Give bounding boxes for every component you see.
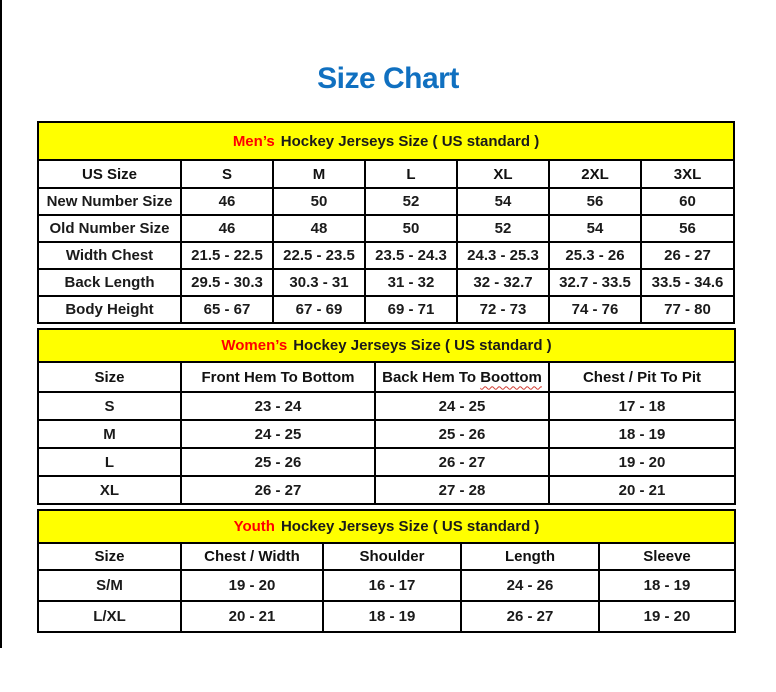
row-label: M — [38, 420, 181, 448]
table-row — [38, 269, 734, 296]
value-cell: 25 - 26 — [181, 448, 375, 476]
section-band — [38, 122, 734, 160]
value-cell: 46 — [181, 215, 273, 242]
table-row — [38, 601, 735, 632]
value-cell: 65 - 67 — [181, 296, 273, 323]
value-cell: 16 - 17 — [323, 570, 461, 601]
value-cell: 29.5 - 30.3 — [181, 269, 273, 296]
row-label: S — [38, 392, 181, 420]
table-row — [38, 570, 735, 601]
row-label: XL — [38, 476, 181, 504]
left-edge-line — [0, 0, 2, 648]
value-cell: 32.7 - 33.5 — [549, 269, 641, 296]
row-label: L/XL — [38, 601, 181, 632]
mens-table — [37, 121, 735, 324]
header-cell: Size — [38, 362, 181, 392]
band-highlight: Women’s — [221, 337, 288, 354]
value-cell: 48 — [273, 215, 365, 242]
value-cell: 26 - 27 — [375, 448, 549, 476]
value-cell: 24.3 - 25.3 — [457, 242, 549, 269]
band-text: Hockey Jerseys Size ( US standard ) — [293, 337, 552, 354]
size-tables — [37, 121, 736, 637]
value-cell: 19 - 20 — [549, 448, 735, 476]
section-band — [38, 329, 735, 362]
value-cell: 24 - 25 — [375, 392, 549, 420]
value-cell: 77 - 80 — [641, 296, 734, 323]
row-label: New Number Size — [38, 188, 181, 215]
value-cell: 19 - 20 — [599, 601, 735, 632]
header-cell: Size — [38, 543, 181, 570]
misspelled-word: Boottom — [480, 368, 542, 386]
header-cell: Front Hem To Bottom — [181, 362, 375, 392]
header-cell: M — [273, 160, 365, 188]
value-cell: 24 - 26 — [461, 570, 599, 601]
page-title: Size Chart — [317, 62, 459, 95]
row-label: Back Length — [38, 269, 181, 296]
header-cell: XL — [457, 160, 549, 188]
value-cell: 20 - 21 — [549, 476, 735, 504]
band-text: Hockey Jerseys Size ( US standard ) — [280, 518, 540, 535]
band-text: Hockey Jerseys Size ( US standard ) — [280, 132, 540, 150]
header-cell: Sleeve — [599, 543, 735, 570]
header-cell: Chest / Pit To Pit — [549, 362, 735, 392]
value-cell: 27 - 28 — [375, 476, 549, 504]
header-cell: US Size — [38, 160, 181, 188]
value-cell: 25 - 26 — [375, 420, 549, 448]
value-cell: 26 - 27 — [461, 601, 599, 632]
header-cell: 3XL — [641, 160, 734, 188]
value-cell: 56 — [641, 215, 734, 242]
band-highlight: Youth — [233, 518, 275, 535]
header-cell: Shoulder — [323, 543, 461, 570]
table-row — [38, 392, 735, 420]
womens-size-table — [37, 328, 736, 505]
value-cell: 50 — [273, 188, 365, 215]
value-cell: 17 - 18 — [549, 392, 735, 420]
table-row — [38, 420, 735, 448]
value-cell: 46 — [181, 188, 273, 215]
value-cell: 33.5 - 34.6 — [641, 269, 734, 296]
value-cell: 20 - 21 — [181, 601, 323, 632]
header-cell: Chest / Width — [181, 543, 323, 570]
womens-table — [37, 328, 736, 505]
value-cell: 21.5 - 22.5 — [181, 242, 273, 269]
header-cell: Length — [461, 543, 599, 570]
table-row — [38, 296, 734, 323]
mens-size-table — [37, 121, 736, 324]
header-cell: 2XL — [549, 160, 641, 188]
value-cell: 67 - 69 — [273, 296, 365, 323]
value-cell: 24 - 25 — [181, 420, 375, 448]
value-cell: 69 - 71 — [365, 296, 457, 323]
table-row — [38, 448, 735, 476]
value-cell: 23 - 24 — [181, 392, 375, 420]
table-row — [38, 215, 734, 242]
value-cell: 31 - 32 — [365, 269, 457, 296]
band-highlight: Men’s — [232, 132, 275, 150]
row-label: L — [38, 448, 181, 476]
header-cell — [375, 362, 549, 392]
header-cell: L — [365, 160, 457, 188]
value-cell: 52 — [457, 215, 549, 242]
header-text: Back Hem To — [382, 368, 481, 386]
value-cell: 18 - 19 — [599, 570, 735, 601]
row-label: Width Chest — [38, 242, 181, 269]
table-row — [38, 476, 735, 504]
row-label: S/M — [38, 570, 181, 601]
value-cell: 23.5 - 24.3 — [365, 242, 457, 269]
value-cell: 30.3 - 31 — [273, 269, 365, 296]
value-cell: 60 — [641, 188, 734, 215]
value-cell: 25.3 - 26 — [549, 242, 641, 269]
value-cell: 18 - 19 — [323, 601, 461, 632]
youth-table — [37, 509, 736, 633]
value-cell: 50 — [365, 215, 457, 242]
value-cell: 32 - 32.7 — [457, 269, 549, 296]
value-cell: 18 - 19 — [549, 420, 735, 448]
value-cell: 56 — [549, 188, 641, 215]
value-cell: 52 — [365, 188, 457, 215]
value-cell: 26 - 27 — [641, 242, 734, 269]
value-cell: 72 - 73 — [457, 296, 549, 323]
section-band — [38, 510, 735, 543]
row-label: Old Number Size — [38, 215, 181, 242]
value-cell: 26 - 27 — [181, 476, 375, 504]
table-row — [38, 242, 734, 269]
value-cell: 54 — [457, 188, 549, 215]
value-cell: 22.5 - 23.5 — [273, 242, 365, 269]
value-cell: 54 — [549, 215, 641, 242]
table-row — [38, 188, 734, 215]
youth-size-table — [37, 509, 736, 633]
value-cell: 19 - 20 — [181, 570, 323, 601]
header-cell: S — [181, 160, 273, 188]
value-cell: 74 - 76 — [549, 296, 641, 323]
row-label: Body Height — [38, 296, 181, 323]
